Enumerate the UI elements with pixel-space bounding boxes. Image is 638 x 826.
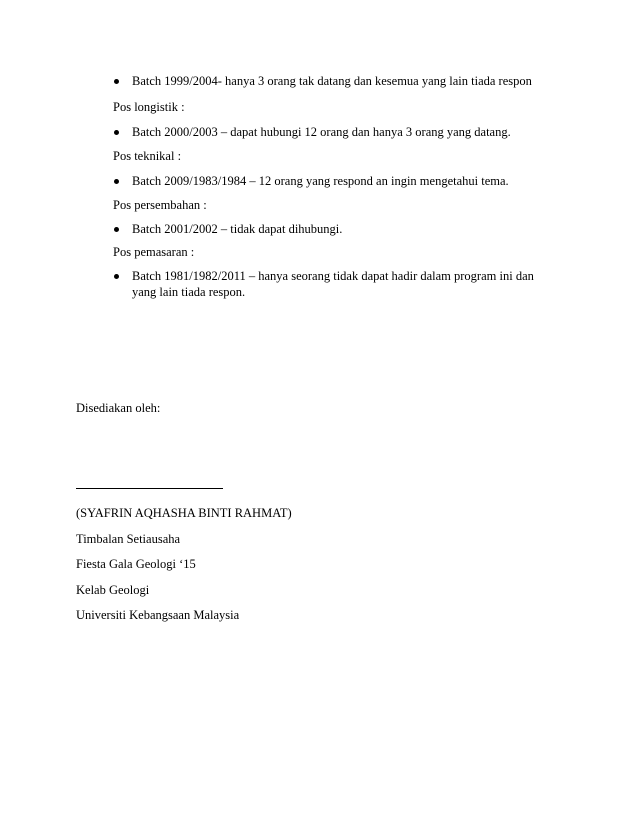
- bullet-icon: [114, 79, 119, 84]
- bullet-icon: [114, 274, 119, 279]
- bullet-text: Batch 1999/2004- hanya 3 orang tak datang dan kesemua yang lain tiada respon: [132, 74, 532, 88]
- bullet-text: Batch 2009/1983/1984 – 12 orang yang respond an ingin mengetahui tema.: [132, 174, 509, 188]
- signatory-club: Kelab Geologi: [76, 583, 150, 597]
- signatory-university: Universiti Kebangsaan Malaysia: [76, 608, 240, 622]
- signatory-event: Fiesta Gala Geologi ‘15: [76, 557, 196, 571]
- signatory-position: Timbalan Setiausaha: [76, 532, 181, 546]
- section-heading: Pos longistik :: [113, 100, 185, 114]
- bullet-icon: [114, 130, 119, 135]
- signatory-name: (SYAFRIN AQHASHA BINTI RAHMAT): [76, 506, 292, 520]
- section-heading: Pos pemasaran :: [113, 245, 195, 259]
- prepared-by-label: Disediakan oleh:: [76, 401, 161, 415]
- signature-line: [76, 488, 223, 489]
- bullet-text: Batch 1981/1982/2011 – hanya seorang tidak dapat hadir dalam program ini dan yang lain tiada respon.: [132, 269, 534, 299]
- bullet-text: Batch 2001/2002 – tidak dapat dihubungi.: [132, 222, 343, 236]
- section-heading: Pos persembahan :: [113, 198, 207, 212]
- bullet-icon: [114, 227, 119, 232]
- bullet-text: Batch 2000/2003 – dapat hubungi 12 orang dan hanya 3 orang yang datang.: [132, 125, 511, 139]
- section-heading: Pos teknikal :: [113, 149, 182, 163]
- bullet-icon: [114, 179, 119, 184]
